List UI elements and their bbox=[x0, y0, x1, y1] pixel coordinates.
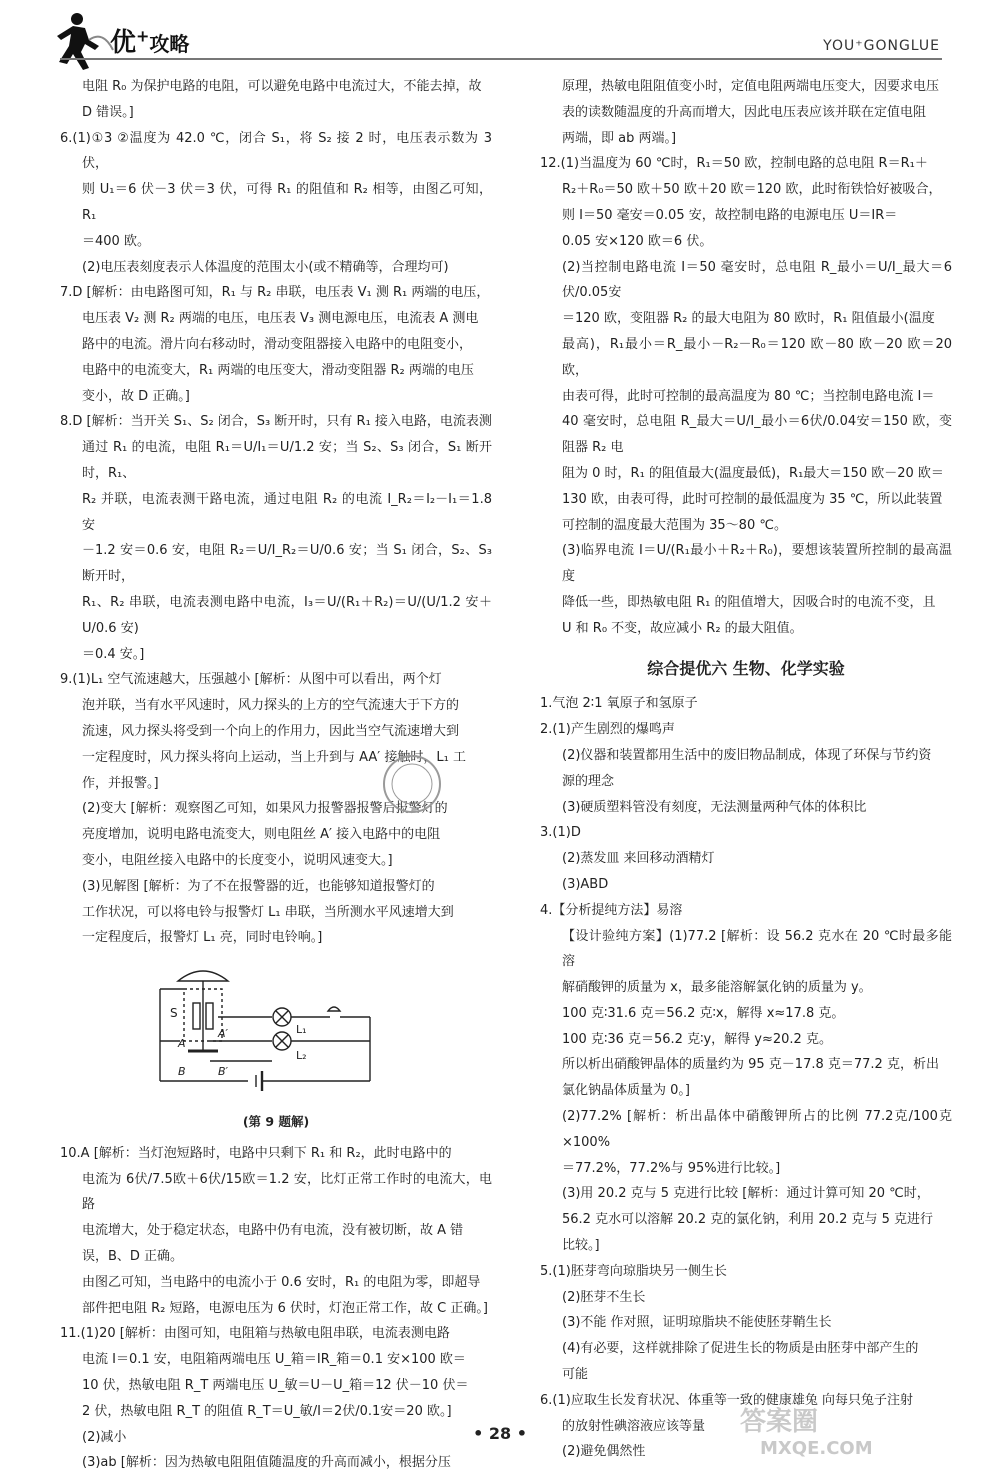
text-line: D 错误。] bbox=[82, 104, 134, 120]
text-line: 工作状况，可以将电铃与报警灯 L₁ 串联，当所测水平风速增大到 bbox=[82, 904, 454, 920]
text-line: 氯化钠晶体质量为 0。] bbox=[562, 1083, 690, 1099]
text-line: R₂＋R₀＝50 欧＋50 欧＋20 欧＝120 欧，此时衔铁恰好被吸合， bbox=[562, 182, 942, 198]
text-line: 则 U₁＝6 伏－3 伏＝3 伏，可得 R₁ 的阻值和 R₂ 相等，由图乙可知，R₁ bbox=[82, 182, 492, 223]
text-line: 56.2 克水可以溶解 20.2 克的氯化钠，利用 20.2 克与 5 克进行 bbox=[562, 1212, 934, 1228]
figure-caption: (第 9 题解) bbox=[242, 1114, 310, 1130]
text-line: 解硝酸钾的质量为 x，最多能溶解氯化钠的质量为 y。 bbox=[562, 980, 872, 996]
text-line: －1.2 安＝0.6 安，电阻 R₂＝U/I_R₂＝U/0.6 安；当 S₁ 闭合，S₂、S₃ 断开时， bbox=[82, 543, 492, 585]
text-line: 路中的电流。滑片向右移动时，滑动变阻器接入电路中的电阻变小， bbox=[82, 336, 473, 352]
text-line: 流速，风力探头将受到一个向上的作用力，因此当空气流速增大到 bbox=[82, 723, 460, 739]
text-line: (2)77.2% [解析：析出晶体中硝酸钾所占的比例 77.2克/100克 ×100% bbox=[562, 1109, 952, 1150]
text-line: 一定程度时，风力探头将向上运动，当上升到与 AA′ 接触时，L₁ 工 bbox=[82, 749, 466, 765]
label-l1: L₁ bbox=[296, 1023, 307, 1037]
text-line: 最高)，R₁最小＝R_最小－R₂－R₀＝120 欧－80 欧－20 欧＝20 欧， bbox=[562, 336, 952, 378]
text-line: 表的读数随温度的升高而增大，因此电压表应该并联在定值电阻 bbox=[562, 104, 927, 120]
text-line: 0.05 安×120 欧＝6 伏。 bbox=[562, 233, 713, 249]
text-line: 4.【分析提纯方法】易溶 bbox=[540, 902, 683, 918]
text-line: 【设计验纯方案】(1)77.2 [解析：设 56.2 克水在 20 ℃时最多能溶 bbox=[562, 928, 952, 970]
logo-text-tail: 攻略 bbox=[149, 32, 190, 56]
text-line: 由表可得，此时可控制的最高温度为 80 ℃；当控制电路电流 I＝ bbox=[562, 388, 935, 404]
text-line: (3)见解图 [解析：为了不在报警器的近，也能够知道报警灯的 bbox=[82, 878, 435, 894]
label-b: B bbox=[178, 1065, 186, 1079]
text-line: (3)临界电流 I＝U/(R₁最小＋R₂＋R₀)，要想该装置所控制的最高温度 bbox=[562, 543, 952, 585]
text-line: 可能 bbox=[562, 1367, 589, 1383]
logo-text-main: 优 bbox=[110, 28, 137, 58]
text-line: ＝400 欧。 bbox=[82, 233, 150, 249]
text-line: 电压表 V₂ 测 R₂ 两端的电压，电压表 V₃ 测电源电压，电流表 A 测电 bbox=[82, 311, 479, 327]
text-line: 6.(1)应取生长发育状况、体重等一致的健康雄兔 向每只兔子注射 bbox=[540, 1392, 913, 1408]
text-line: 两端，即 ab 两端。] bbox=[562, 130, 677, 146]
text-line: 亮度增加，说明电路电流变大，则电阻丝 A′ 接入电路中的电阻 bbox=[82, 827, 441, 843]
text-line: (2)减小 bbox=[82, 1429, 127, 1445]
text-line: (3)不能 作对照，证明琼脂块不能使胚芽鞘生长 bbox=[562, 1315, 832, 1331]
brand-logo bbox=[55, 10, 245, 72]
text-line: 由图乙可知，当电路中的电流小于 0.6 安时，R₁ 的电阻为零，即超导 bbox=[82, 1274, 481, 1290]
text-line: 所以析出硝酸钾晶体的质量约为 95 克－17.8 克＝77.2 克，析出 bbox=[562, 1057, 939, 1073]
text-line: 变小，故 D 正确。] bbox=[82, 388, 190, 404]
left-text-block bbox=[60, 74, 492, 951]
text-line: 1.气泡 2∶1 氧原子和氢原子 bbox=[540, 696, 698, 712]
text-line: (2)胚芽不生长 bbox=[562, 1289, 646, 1305]
page-number: • 28 • bbox=[473, 1424, 527, 1443]
circuit-figure bbox=[60, 959, 492, 1109]
text-line: 源的理念 bbox=[562, 773, 615, 789]
label-b-prime: B′ bbox=[218, 1065, 229, 1079]
section-title: 综合提优六 生物、化学实验 bbox=[647, 658, 845, 678]
text-line: R₁、R₂ 串联，电流表测电路中电流，I₃＝U/(R₁＋R₂)＝U/(U/1.2 安＋U/0.6 安) bbox=[82, 594, 492, 636]
circuit-diagram bbox=[60, 959, 492, 1109]
text-line: 100 克∶36 克＝56.2 克∶y，解得 y≈20.2 克。 bbox=[562, 1031, 832, 1047]
text-line: (2)仪器和装置都用生活中的废旧物品制成，体现了环保与节约资 bbox=[562, 747, 932, 763]
header-rule bbox=[60, 58, 942, 60]
text-line: 通过 R₁ 的电流，电阻 R₁＝U/I₁＝U/1.2 安；当 S₂、S₃ 闭合，S₁ 断开时，R₁、 bbox=[82, 440, 492, 481]
text-line: 原理，热敏电阻阻值变小时，定值电阻两端电压变大，因要求电压 bbox=[562, 79, 940, 94]
text-line: 9.(1)L₁ 空气流速越大，压强越小 [解析：从图中可以看出，两个灯 bbox=[60, 672, 442, 688]
text-line: 8.D [解析：当开关 S₁、S₂ 闭合，S₃ 断开时，只有 R₁ 接入电路，电流表测 bbox=[60, 414, 492, 430]
text-line: 电阻 R₀ 为保护电路的电阻，可以避免电路中电流过大，不能去掉，故 bbox=[82, 79, 482, 94]
text-line: 6.(1)①3 ②温度为 42.0 ℃，闭合 S₁，将 S₂ 接 2 时，电压表示数为 3 伏， bbox=[60, 130, 492, 172]
text-line: 5.(1)胚芽弯向琼脂块另一侧生长 bbox=[540, 1263, 727, 1279]
text-line: (2)电压表刻度表示人体温度的范围太小(或不精确等，合理均可) bbox=[82, 259, 449, 275]
label-s: S bbox=[170, 1006, 178, 1021]
text-line: 100 克∶31.6 克＝56.2 克∶x，解得 x≈17.8 克。 bbox=[562, 1005, 845, 1021]
text-line: R₂ 并联，电流表测干路电流，通过电阻 R₂ 的电流 I_R₂＝I₂－I₁＝1.8 安 bbox=[82, 491, 492, 533]
text-line: 2 伏，热敏电阻 R_T 的阻值 R_T＝U_敏/I＝2伏/0.1安＝20 欧。] bbox=[82, 1403, 452, 1419]
right-text-block-2 bbox=[540, 691, 952, 1465]
text-line: 比较。] bbox=[562, 1238, 600, 1254]
text-line: (2)蒸发皿 来回移动酒精灯 bbox=[562, 851, 715, 867]
text-line: 2.(1)产生剧烈的爆鸣声 bbox=[540, 722, 675, 738]
text-line: ＝120 欧，变阻器 R₂ 的最大电阻为 80 欧时，R₁ 阻值最小(温度 bbox=[562, 311, 935, 327]
text-line: ＝0.4 安。] bbox=[82, 646, 145, 662]
logo-text-plus: + bbox=[136, 26, 150, 46]
text-line: (4)有必要，这样就排除了促进生长的物质是由胚芽中部产生的 bbox=[562, 1341, 919, 1357]
text-line: U 和 R₀ 不变，故应减小 R₂ 的最大阻值。 bbox=[562, 620, 803, 636]
watermark-line2: MXQE.COM bbox=[760, 1438, 873, 1459]
right-text-block bbox=[540, 74, 952, 642]
watermark-line1: 答案圈 bbox=[740, 1407, 819, 1437]
text-line: 泡并联，当有水平风速时，风力探头的上方的空气流速大于下方的 bbox=[82, 698, 460, 714]
text-line: (3)用 20.2 克与 5 克进行比较 [解析：通过计算可知 20 ℃时， bbox=[562, 1186, 930, 1202]
right-column bbox=[540, 74, 952, 1465]
text-line: 误，B、D 正确。 bbox=[82, 1249, 184, 1265]
label-a: A bbox=[178, 1037, 186, 1051]
runner-logo-icon bbox=[55, 10, 115, 72]
text-line: 的放射性碘溶液应该等量 bbox=[562, 1418, 706, 1434]
text-line: 10.A [解析：当灯泡短路时，电路中只剩下 R₁ 和 R₂，此时电路中的 bbox=[60, 1145, 452, 1161]
text-line: (3)硬质塑料管没有刻度，无法测量两种气体的体积比 bbox=[562, 799, 867, 815]
text-line: 电流 I＝0.1 安，电阻箱两端电压 U_箱＝IR_箱＝0.1 安×100 欧＝ bbox=[82, 1352, 466, 1368]
text-line: 电路中的电流变大，R₁ 两端的电压变大，滑动变阻器 R₂ 两端的电压 bbox=[82, 362, 474, 378]
text-line: 40 毫安时，总电阻 R_最大＝U/I_最小＝6伏/0.04安＝150 欧，变阻器 R₂ 电 bbox=[562, 414, 952, 456]
text-line: 部件把电阻 R₂ 短路，电源电压为 6 伏时，灯泡正常工作，故 C 正确。] bbox=[82, 1300, 488, 1316]
text-line: 变小，电阻丝接入电路中的长度变小，说明风速变大。] bbox=[82, 852, 393, 868]
text-line: 一定程度后，报警灯 L₁ 亮，同时电铃响。] bbox=[82, 930, 323, 946]
text-line: 降低一些，即热敏电阻 R₁ 的阻值增大，因吸合时的电流不变，且 bbox=[562, 594, 936, 610]
text-line: (3)ABD bbox=[562, 876, 609, 892]
text-line: 电流增大，处于稳定状态，电路中仍有电流，没有被切断，故 A 错 bbox=[82, 1223, 464, 1239]
text-line: ＝77.2%，77.2%与 95%进行比较。] bbox=[562, 1160, 781, 1176]
header-latin-title: YOU⁺GONGLUE bbox=[823, 38, 940, 54]
text-line: (2)变大 [解析：观察图乙可知，如果风力报警器报警后报警灯的 bbox=[82, 801, 448, 817]
text-line: 3.(1)D bbox=[540, 825, 581, 841]
site-watermark bbox=[720, 1400, 940, 1460]
text-line: 则 I＝50 毫安＝0.05 安，故控制电路的电源电压 U＝IR＝ bbox=[562, 207, 898, 223]
text-line: (2)避免偶然性 bbox=[562, 1444, 646, 1460]
text-line: 电流为 6伏/7.5欧＋6伏/15欧＝1.2 安，比灯正常工作时的电流大，电路 bbox=[82, 1171, 492, 1213]
text-line: 11.(1)20 [解析：由图可知，电阻箱与热敏电阻串联，电流表测电路 bbox=[60, 1326, 450, 1342]
review-stamp-icon bbox=[380, 752, 444, 816]
text-line: 可控制的温度最大范围为 35～80 ℃。 bbox=[562, 517, 787, 533]
text-line: 12.(1)当温度为 60 ℃时，R₁＝50 欧，控制电路的总电阻 R＝R₁＋ bbox=[540, 156, 928, 172]
text-line: 7.D [解析：由电路图可知，R₁ 与 R₂ 串联，电压表 V₁ 测 R₁ 两端的电压， bbox=[60, 285, 490, 301]
label-a-prime: A′ bbox=[218, 1027, 229, 1041]
text-line: 10 伏，热敏电阻 R_T 两端电压 U_敏＝U－U_箱＝12 伏－10 伏＝ bbox=[82, 1378, 469, 1394]
text-line: 130 欧，由表可得，此时可控制的最低温度为 35 ℃，所以此装置 bbox=[562, 491, 943, 507]
text-line: (3)ab [解析：因为热敏电阻阻值随温度的升高而减小，根据分压 bbox=[82, 1455, 451, 1471]
text-line: 阻为 0 时，R₁ 的阻值最大(温度最低)，R₁最大＝150 欧－20 欧＝ bbox=[562, 465, 944, 481]
label-l2: L₂ bbox=[296, 1049, 307, 1063]
text-line: 作，并报警。] bbox=[82, 775, 159, 791]
page-header bbox=[0, 0, 1000, 72]
text-line: (2)当控制电路电流 I＝50 毫安时，总电阻 R_最小＝U/I_最大＝6伏/0.05安 bbox=[562, 259, 952, 301]
